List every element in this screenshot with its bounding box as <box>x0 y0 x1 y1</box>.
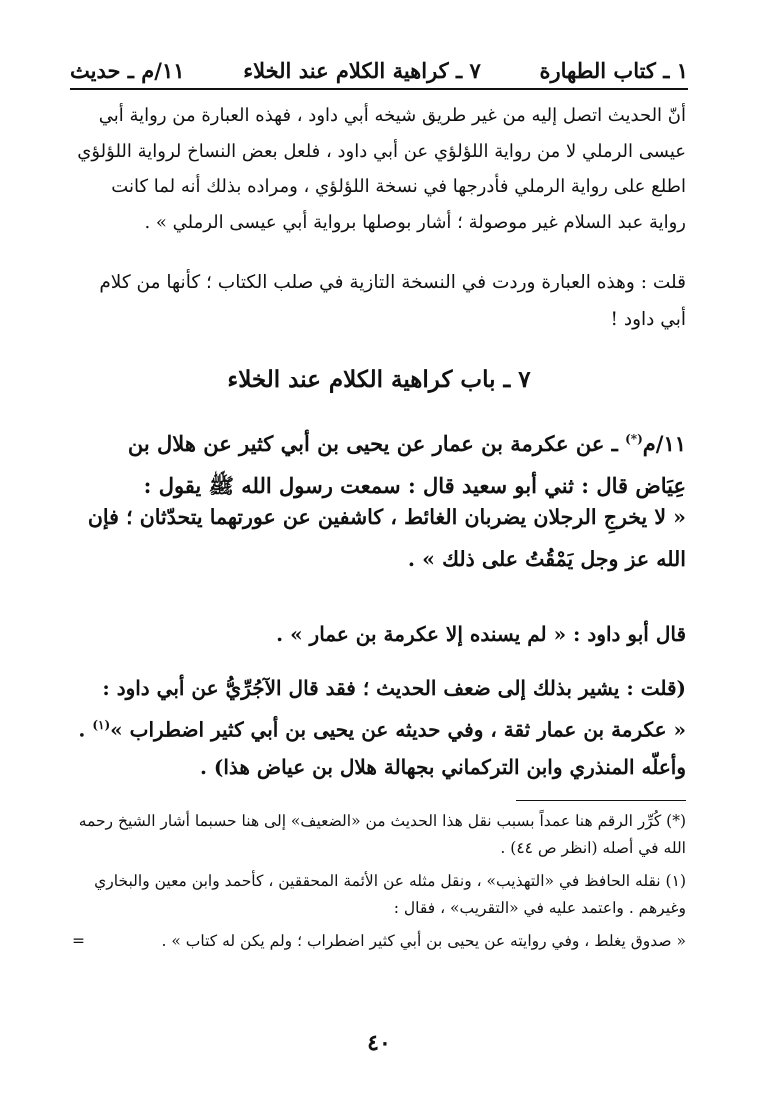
commentary-line-1: (قلت : يشير بذلك إلى ضعف الحديث ؛ فقد قال الآجُرِّيُّ عن أبي داود : <box>102 676 686 700</box>
running-header <box>70 52 688 86</box>
footnote-1-quote <box>72 928 686 955</box>
header-chapter-title: ٧ ـ كراهية الكلام عند الخلاء <box>243 58 481 83</box>
hadith-matn: « لا يخرجِ الرجلان يضربان الغائط ، كاشفين عن عورتهما يتحدّثان ؛ فإن الله عز وجل يَمْقُتُ على ذلك » . <box>87 505 686 571</box>
footnote-star: (*) كُرِّر الرقم هنا عمداً بسبب نقل هذا الحديث من «الضعيف» إلى هنا حسبما أشار الشيخ رحمه الله في أصله (انظر ص ٤٤) . <box>78 812 686 857</box>
commentary-line-3: وأعلّه المنذري وابن التركماني بجهالة هلال بن عياض هذا) . <box>199 754 686 779</box>
hadith-number: ١١/م <box>642 431 686 456</box>
commentary-quote: « عكرمة بن عمار ثقة ، وفي حديثه عن يحيى بن أبي كثير اضطراب » <box>110 717 686 742</box>
commentary-quote-end: . <box>78 717 93 742</box>
hadith-isnad <box>72 418 686 507</box>
footnotes <box>72 808 686 961</box>
footnote-quote-text: « صدوق يغلط ، وفي روايته عن يحيى بن أبي كثير اضطراب ؛ ولم يكن له كتاب » . <box>161 932 686 950</box>
abu-dawud-statement: قال أبو داود : « لم يسنده إلا عكرمة بن عمار » . <box>276 622 686 646</box>
footnote-ref-1: (١) <box>92 718 111 732</box>
footnote-1: (١) نقله الحافظ في «التهذيب» ، ونقل مثله عن الأئمة المحققين ، كأحمد وابن معين والبخاري وغيرهم . واعتمد عليه في «التقريب» ، فقال : <box>94 872 686 917</box>
hadith-star-ref: (*) <box>625 432 643 446</box>
page-number: ٤٠ <box>367 1030 391 1056</box>
intro-paragraph: أنّ الحديث اتصل إليه من غير طريق شيخه أبي داود ، فهذه العبارة من رواية أبي عيسى الرملي لا من رواية اللؤلؤي عن أبي داود ، فلعل بعض النساخ لرواية اللؤلؤي اطلع على رواية الرملي فأدرجها في نسخة اللؤلؤي ، ومراده بذلك أنه لما كانت رواية عبد السلام غير موصولة ؛ أشار بوصلها برواية أبي عيسى الرملي » . <box>77 105 686 233</box>
hadith-isnad-text: ـ عن عكرمة بن عمار عن يحيى بن أبي كثير عن هلال بن عِيَاض قال : ثني أبو سعيد قال : سمعت رسول الله ﷺ يقول : <box>127 431 686 498</box>
header-rule <box>70 88 688 90</box>
commentary <box>72 670 686 786</box>
header-hadith-ref: ١١/م ـ حديث <box>70 58 185 83</box>
commentary-line-2 <box>72 707 686 749</box>
footnote-separator <box>516 800 686 801</box>
note-paragraph: قلت : وهذه العبارة وردت في النسخة التازية في صلب الكتاب ؛ كأنها من كلام أبي داود ! <box>99 272 686 330</box>
header-book-title: ١ ـ كتاب الطهارة <box>539 58 688 83</box>
continuation-mark: = <box>72 932 85 950</box>
section-title: ٧ ـ باب كراهية الكلام عند الخلاء <box>227 366 531 393</box>
